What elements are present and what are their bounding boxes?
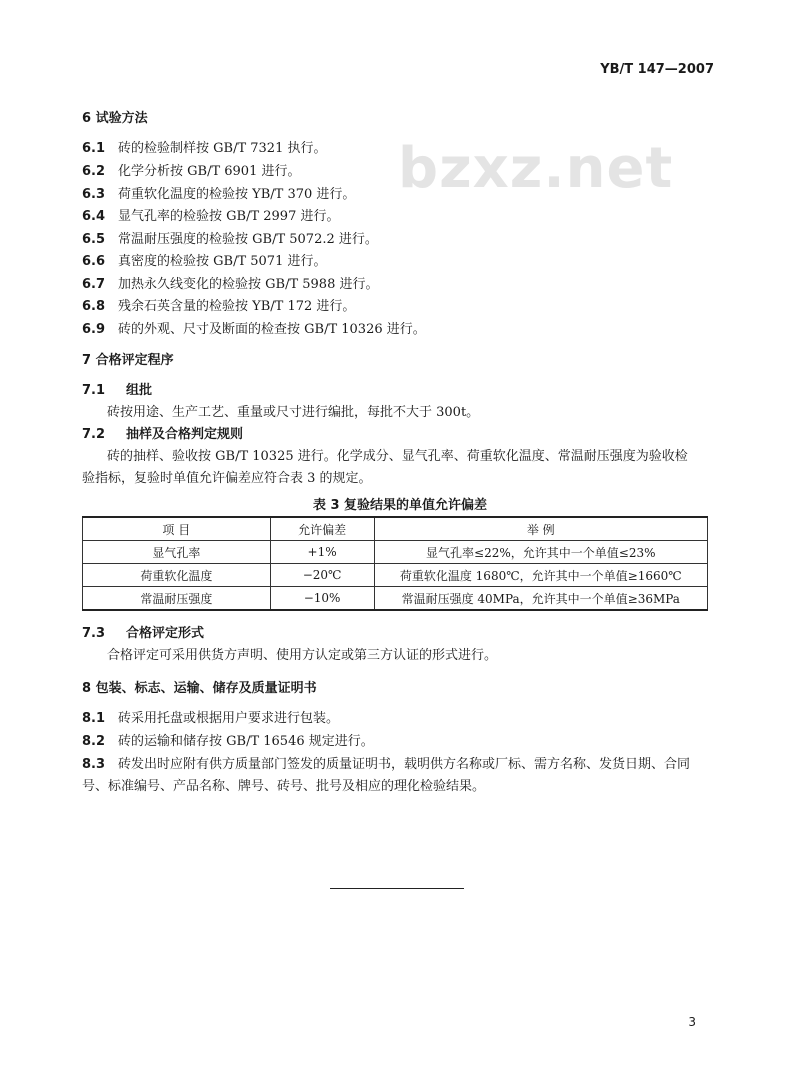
table-cell: 荷重软化温度 1680℃，允许其中一个单值≥1660℃: [374, 564, 707, 587]
clause-text: 荷重软化温度的检验按 YB/T 370 进行。: [118, 187, 356, 202]
clause-text: 常温耐压强度的检验按 GB/T 5072.2 进行。: [118, 232, 378, 247]
clause-title: 抽样及合格判定规则: [126, 427, 244, 442]
table-cell: 显气孔率: [83, 541, 271, 564]
page-number: 3: [688, 1015, 696, 1029]
section-7-title: 7 合格评定程序: [82, 353, 174, 368]
clause-8-3-line-1: [82, 756, 690, 774]
clause-title: 组批: [126, 383, 153, 398]
clause-6-7: [82, 276, 378, 294]
table-cell: +1%: [270, 541, 374, 564]
clause-6-9: [82, 321, 426, 339]
table-row: [83, 587, 708, 611]
clause-number: 6.2: [82, 164, 106, 179]
clause-text: 显气孔率的检验按 GB/T 2997 进行。: [118, 209, 340, 224]
clause-6-2: [82, 163, 300, 181]
clause-number: 8.3: [82, 757, 106, 772]
column-header-tolerance: 允许偏差: [270, 517, 374, 541]
clause-number: 7.3: [82, 626, 106, 641]
table-3: [82, 516, 708, 611]
table-header-row: [83, 517, 708, 541]
clause-number: 6.8: [82, 299, 106, 314]
clause-number: 8.1: [82, 711, 106, 726]
clause-8-3-line-2: 号、标准编号、产品名称、牌号、砖号、批号及相应的理化检验结果。: [82, 779, 486, 794]
table-3-caption: 表 3 复验结果的单值允许偏差: [312, 498, 488, 513]
clause-text: 砖发出时应附有供方质量部门签发的质量证明书，载明供方名称或厂标、需方名称、发货日期、合同: [118, 757, 691, 772]
clause-6-3: [82, 186, 355, 204]
clause-7-2-body-line-1: 砖的抽样、验收按 GB/T 10325 进行。化学成分、显气孔率、荷重软化温度、常温耐压强度为验收检: [107, 449, 688, 464]
column-header-item: 项 目: [83, 517, 271, 541]
clause-6-6: [82, 253, 326, 271]
clause-text: 加热永久线变化的检验按 GB/T 5988 进行。: [118, 277, 379, 292]
clause-7-2-body-line-2: 验指标，复验时单值允许偏差应符合表 3 的规定。: [82, 471, 372, 486]
column-header-example: 举 例: [374, 517, 707, 541]
table-cell: 常温耐压强度 40MPa，允许其中一个单值≥36MPa: [374, 587, 707, 611]
clause-number: 6.5: [82, 232, 106, 247]
clause-number: 6.9: [82, 322, 106, 337]
clause-7-3-heading: [82, 625, 204, 643]
table-row: [83, 564, 708, 587]
clause-number: 6.1: [82, 141, 106, 156]
end-rule: [330, 888, 464, 889]
clause-number: 6.6: [82, 254, 106, 269]
watermark: bzxz.net: [398, 136, 674, 201]
clause-7-1-heading: [82, 382, 152, 400]
clause-number: 8.2: [82, 734, 106, 749]
clause-6-5: [82, 231, 378, 249]
clause-text: 砖的外观、尺寸及断面的检查按 GB/T 10326 进行。: [118, 322, 426, 337]
clause-text: 砖的运输和储存按 GB/T 16546 规定进行。: [118, 734, 374, 749]
clause-text: 砖采用托盘或根据用户要求进行包装。: [118, 711, 340, 726]
clause-6-1: [82, 140, 326, 158]
table-cell: 常温耐压强度: [83, 587, 271, 611]
table-cell: −20℃: [270, 564, 374, 587]
table-row: [83, 541, 708, 564]
clause-number: 7.2: [82, 427, 106, 442]
clause-number: 6.7: [82, 277, 106, 292]
clause-number: 6.4: [82, 209, 106, 224]
table-cell: 显气孔率≤22%，允许其中一个单值≤23%: [374, 541, 707, 564]
clause-text: 化学分析按 GB/T 6901 进行。: [118, 164, 301, 179]
section-6-title: 6 试验方法: [82, 111, 148, 126]
table-cell: −10%: [270, 587, 374, 611]
clause-number: 6.3: [82, 187, 106, 202]
clause-text: 残余石英含量的检验按 YB/T 172 进行。: [118, 299, 356, 314]
clause-8-2: [82, 733, 374, 751]
document-number: YB/T 147—2007: [600, 62, 714, 77]
clause-8-1: [82, 710, 339, 728]
clause-6-8: [82, 298, 355, 316]
clause-7-2-heading: [82, 426, 243, 444]
clause-text: 真密度的检验按 GB/T 5071 进行。: [118, 254, 327, 269]
clause-number: 7.1: [82, 383, 106, 398]
clause-7-1-body: 砖按用途、生产工艺、重量或尺寸进行编批，每批不大于 300t。: [107, 405, 480, 420]
table-cell: 荷重软化温度: [83, 564, 271, 587]
clause-6-4: [82, 208, 339, 226]
section-8-title: 8 包装、标志、运输、储存及质量证明书: [82, 681, 317, 696]
clause-text: 砖的检验制样按 GB/T 7321 执行。: [118, 141, 327, 156]
clause-title: 合格评定形式: [126, 626, 205, 641]
clause-7-3-body: 合格评定可采用供货方声明、使用方认定或第三方认证的形式进行。: [107, 648, 498, 663]
